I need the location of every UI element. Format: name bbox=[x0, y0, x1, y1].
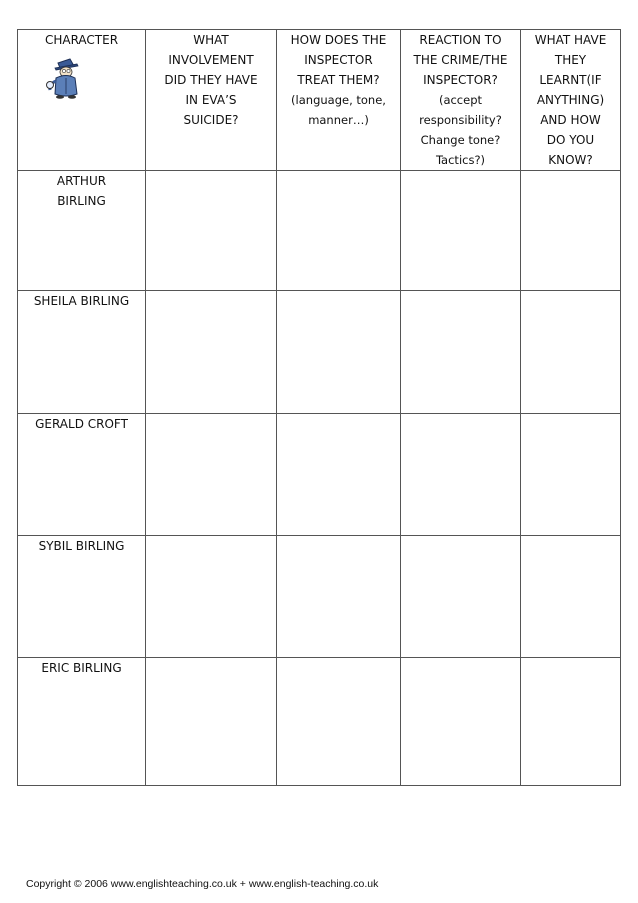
character-name-cell bbox=[18, 658, 146, 786]
header-row bbox=[18, 30, 621, 171]
header-reaction-line: responsibility? bbox=[419, 113, 502, 127]
header-reaction-line: (accept bbox=[438, 93, 483, 107]
table-row bbox=[18, 291, 621, 414]
header-treatment-line: (language, tone, bbox=[291, 93, 386, 107]
header-treatment-line: INSPECTOR bbox=[304, 53, 373, 67]
header-character bbox=[18, 30, 146, 171]
header-learnt-line: THEY bbox=[554, 53, 587, 67]
character-name-cell bbox=[18, 291, 146, 414]
copyright-footer: Copyright © 2006 www.englishteaching.co.uk + www.english-teaching.co.uk bbox=[26, 878, 379, 890]
table-row bbox=[18, 414, 621, 536]
table-row bbox=[18, 536, 621, 658]
learnt-answer-cell[interactable] bbox=[521, 658, 621, 786]
character-name: GERALD CROFT bbox=[35, 417, 128, 431]
header-involvement-line: DID THEY HAVE bbox=[164, 73, 258, 87]
learnt-answer-cell[interactable] bbox=[521, 414, 621, 536]
header-learnt-line: AND HOW bbox=[540, 113, 601, 127]
learnt-answer-cell[interactable] bbox=[521, 291, 621, 414]
reaction-answer-cell[interactable] bbox=[401, 658, 521, 786]
header-treatment bbox=[277, 30, 401, 171]
involvement-answer-cell[interactable] bbox=[146, 536, 277, 658]
involvement-answer-cell[interactable] bbox=[146, 658, 277, 786]
header-reaction bbox=[401, 30, 521, 171]
involvement-answer-cell[interactable] bbox=[146, 171, 277, 291]
treatment-answer-cell[interactable] bbox=[277, 658, 401, 786]
table-row bbox=[18, 171, 621, 291]
treatment-answer-cell[interactable] bbox=[277, 291, 401, 414]
header-reaction-line: REACTION TO bbox=[419, 33, 502, 47]
character-name-cell bbox=[18, 171, 146, 291]
header-learnt-line: KNOW? bbox=[548, 153, 593, 167]
reaction-answer-cell[interactable] bbox=[401, 171, 521, 291]
header-learnt bbox=[521, 30, 621, 171]
header-treatment-line: TREAT THEM? bbox=[297, 73, 380, 87]
character-name: ARTHUR bbox=[56, 174, 107, 188]
character-name-cell bbox=[18, 414, 146, 536]
involvement-answer-cell[interactable] bbox=[146, 414, 277, 536]
header-learnt-line: ANYTHING) bbox=[536, 93, 605, 107]
reaction-answer-cell[interactable] bbox=[401, 414, 521, 536]
header-involvement-line: WHAT bbox=[193, 33, 229, 47]
character-name: SYBIL BIRLING bbox=[38, 539, 125, 553]
treatment-answer-cell[interactable] bbox=[277, 536, 401, 658]
header-reaction-line: THE CRIME/THE bbox=[413, 53, 508, 67]
header-reaction-line: Change tone? bbox=[420, 133, 501, 147]
table-row bbox=[18, 658, 621, 786]
character-name: BIRLING bbox=[57, 194, 106, 208]
learnt-answer-cell[interactable] bbox=[521, 536, 621, 658]
header-involvement-line: IN EVA’S bbox=[185, 93, 237, 107]
header-reaction-line: Tactics?) bbox=[435, 153, 486, 167]
reaction-answer-cell[interactable] bbox=[401, 291, 521, 414]
header-involvement-line: INVOLVEMENT bbox=[168, 53, 254, 67]
involvement-answer-cell[interactable] bbox=[146, 291, 277, 414]
header-character-label: CHARACTER bbox=[44, 33, 119, 47]
treatment-answer-cell[interactable] bbox=[277, 171, 401, 291]
header-treatment-line: HOW DOES THE bbox=[290, 33, 387, 47]
header-treatment-line: manner…) bbox=[308, 113, 369, 127]
learnt-answer-cell[interactable] bbox=[521, 171, 621, 291]
character-name: SHEILA BIRLING bbox=[33, 294, 130, 308]
character-name-cell bbox=[18, 536, 146, 658]
character-worksheet-table bbox=[17, 29, 621, 786]
header-learnt-line: DO YOU bbox=[546, 133, 595, 147]
inspector-icon bbox=[44, 54, 84, 100]
header-learnt-line: LEARNT(IF bbox=[539, 73, 602, 87]
character-name: ERIC BIRLING bbox=[41, 661, 122, 675]
reaction-answer-cell[interactable] bbox=[401, 536, 521, 658]
header-learnt-line: WHAT HAVE bbox=[534, 33, 607, 47]
header-reaction-line: INSPECTOR? bbox=[423, 73, 498, 87]
header-involvement-line: SUICIDE? bbox=[183, 113, 239, 127]
header-involvement bbox=[146, 30, 277, 171]
treatment-answer-cell[interactable] bbox=[277, 414, 401, 536]
